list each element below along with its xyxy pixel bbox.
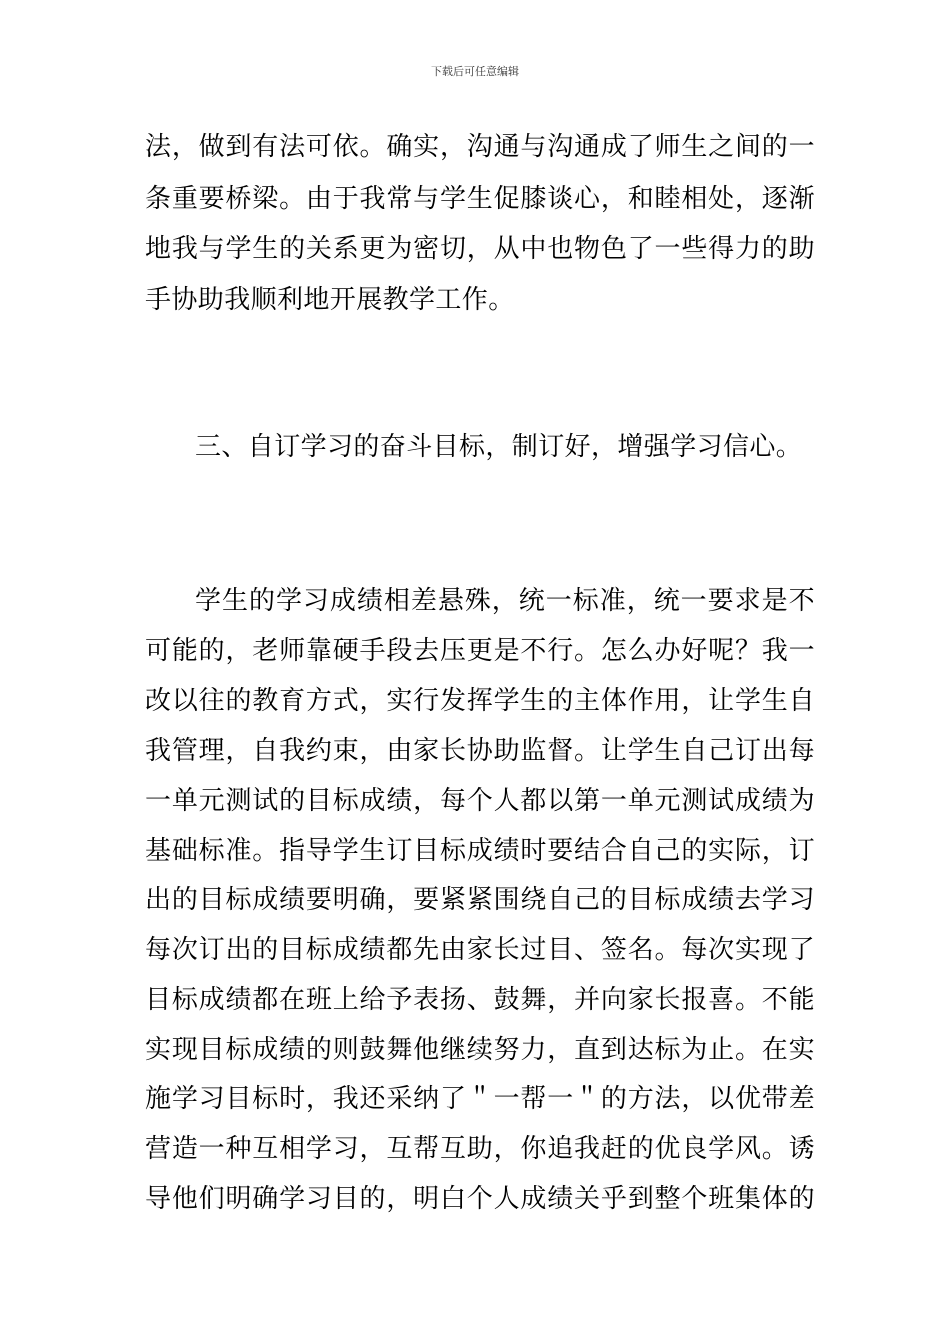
paragraph2-line-5: 一单元测试的目标成绩，每个人都以第一单元测试成绩为	[145, 786, 815, 816]
paragraph2-line-1: 学生的学习成绩相差悬殊，统一标准，统一要求是不	[195, 586, 815, 616]
paragraph2-line-13: 导他们明确学习目的，明白个人成绩关乎到整个班集体的	[145, 1184, 815, 1214]
paragraph2-line-6: 基础标准。指导学生订目标成绩时要结合自己的实际，订	[145, 836, 815, 866]
paragraph2-line-11: 施学习目标时，我还采纳了＂一帮一＂的方法，以优带差	[145, 1084, 815, 1114]
paragraph2-line-3: 改以往的教育方式，实行发挥学生的主体作用，让学生自	[145, 686, 815, 716]
section-heading: 三、自订学习的奋斗目标，制订好，增强学习信心。	[195, 432, 803, 462]
paragraph2-line-9: 目标成绩都在班上给予表扬、鼓舞，并向家长报喜。不能	[145, 985, 815, 1015]
paragraph1-line-2: 条重要桥梁。由于我常与学生促膝谈心，和睦相处，逐渐	[145, 184, 815, 214]
paragraph2-line-4: 我管理，自我约束，由家长协助监督。让学生自己订出每	[145, 736, 815, 766]
paragraph2-line-12: 营造一种互相学习，互帮互助，你追我赶的优良学风。诱	[145, 1134, 815, 1164]
paragraph2-line-7: 出的目标成绩要明确，要紧紧围绕自己的目标成绩去学习	[145, 885, 815, 915]
paragraph2-line-10: 实现目标成绩的则鼓舞他继续努力，直到达标为止。在实	[145, 1035, 815, 1065]
page-header-note: 下载后可任意编辑	[431, 65, 519, 78]
paragraph1-line-1: 法，做到有法可依。确实，沟通与沟通成了师生之间的一	[145, 132, 815, 162]
paragraph1-line-4: 手协助我顺利地开展教学工作。	[145, 285, 515, 315]
paragraph2-line-2: 可能的，老师靠硬手段去压更是不行。怎么办好呢？我一	[145, 636, 815, 666]
paragraph2-line-8: 每次订出的目标成绩都先由家长过目、签名。每次实现了	[145, 935, 815, 965]
paragraph1-line-3: 地我与学生的关系更为密切，从中也物色了一些得力的助	[145, 234, 815, 264]
